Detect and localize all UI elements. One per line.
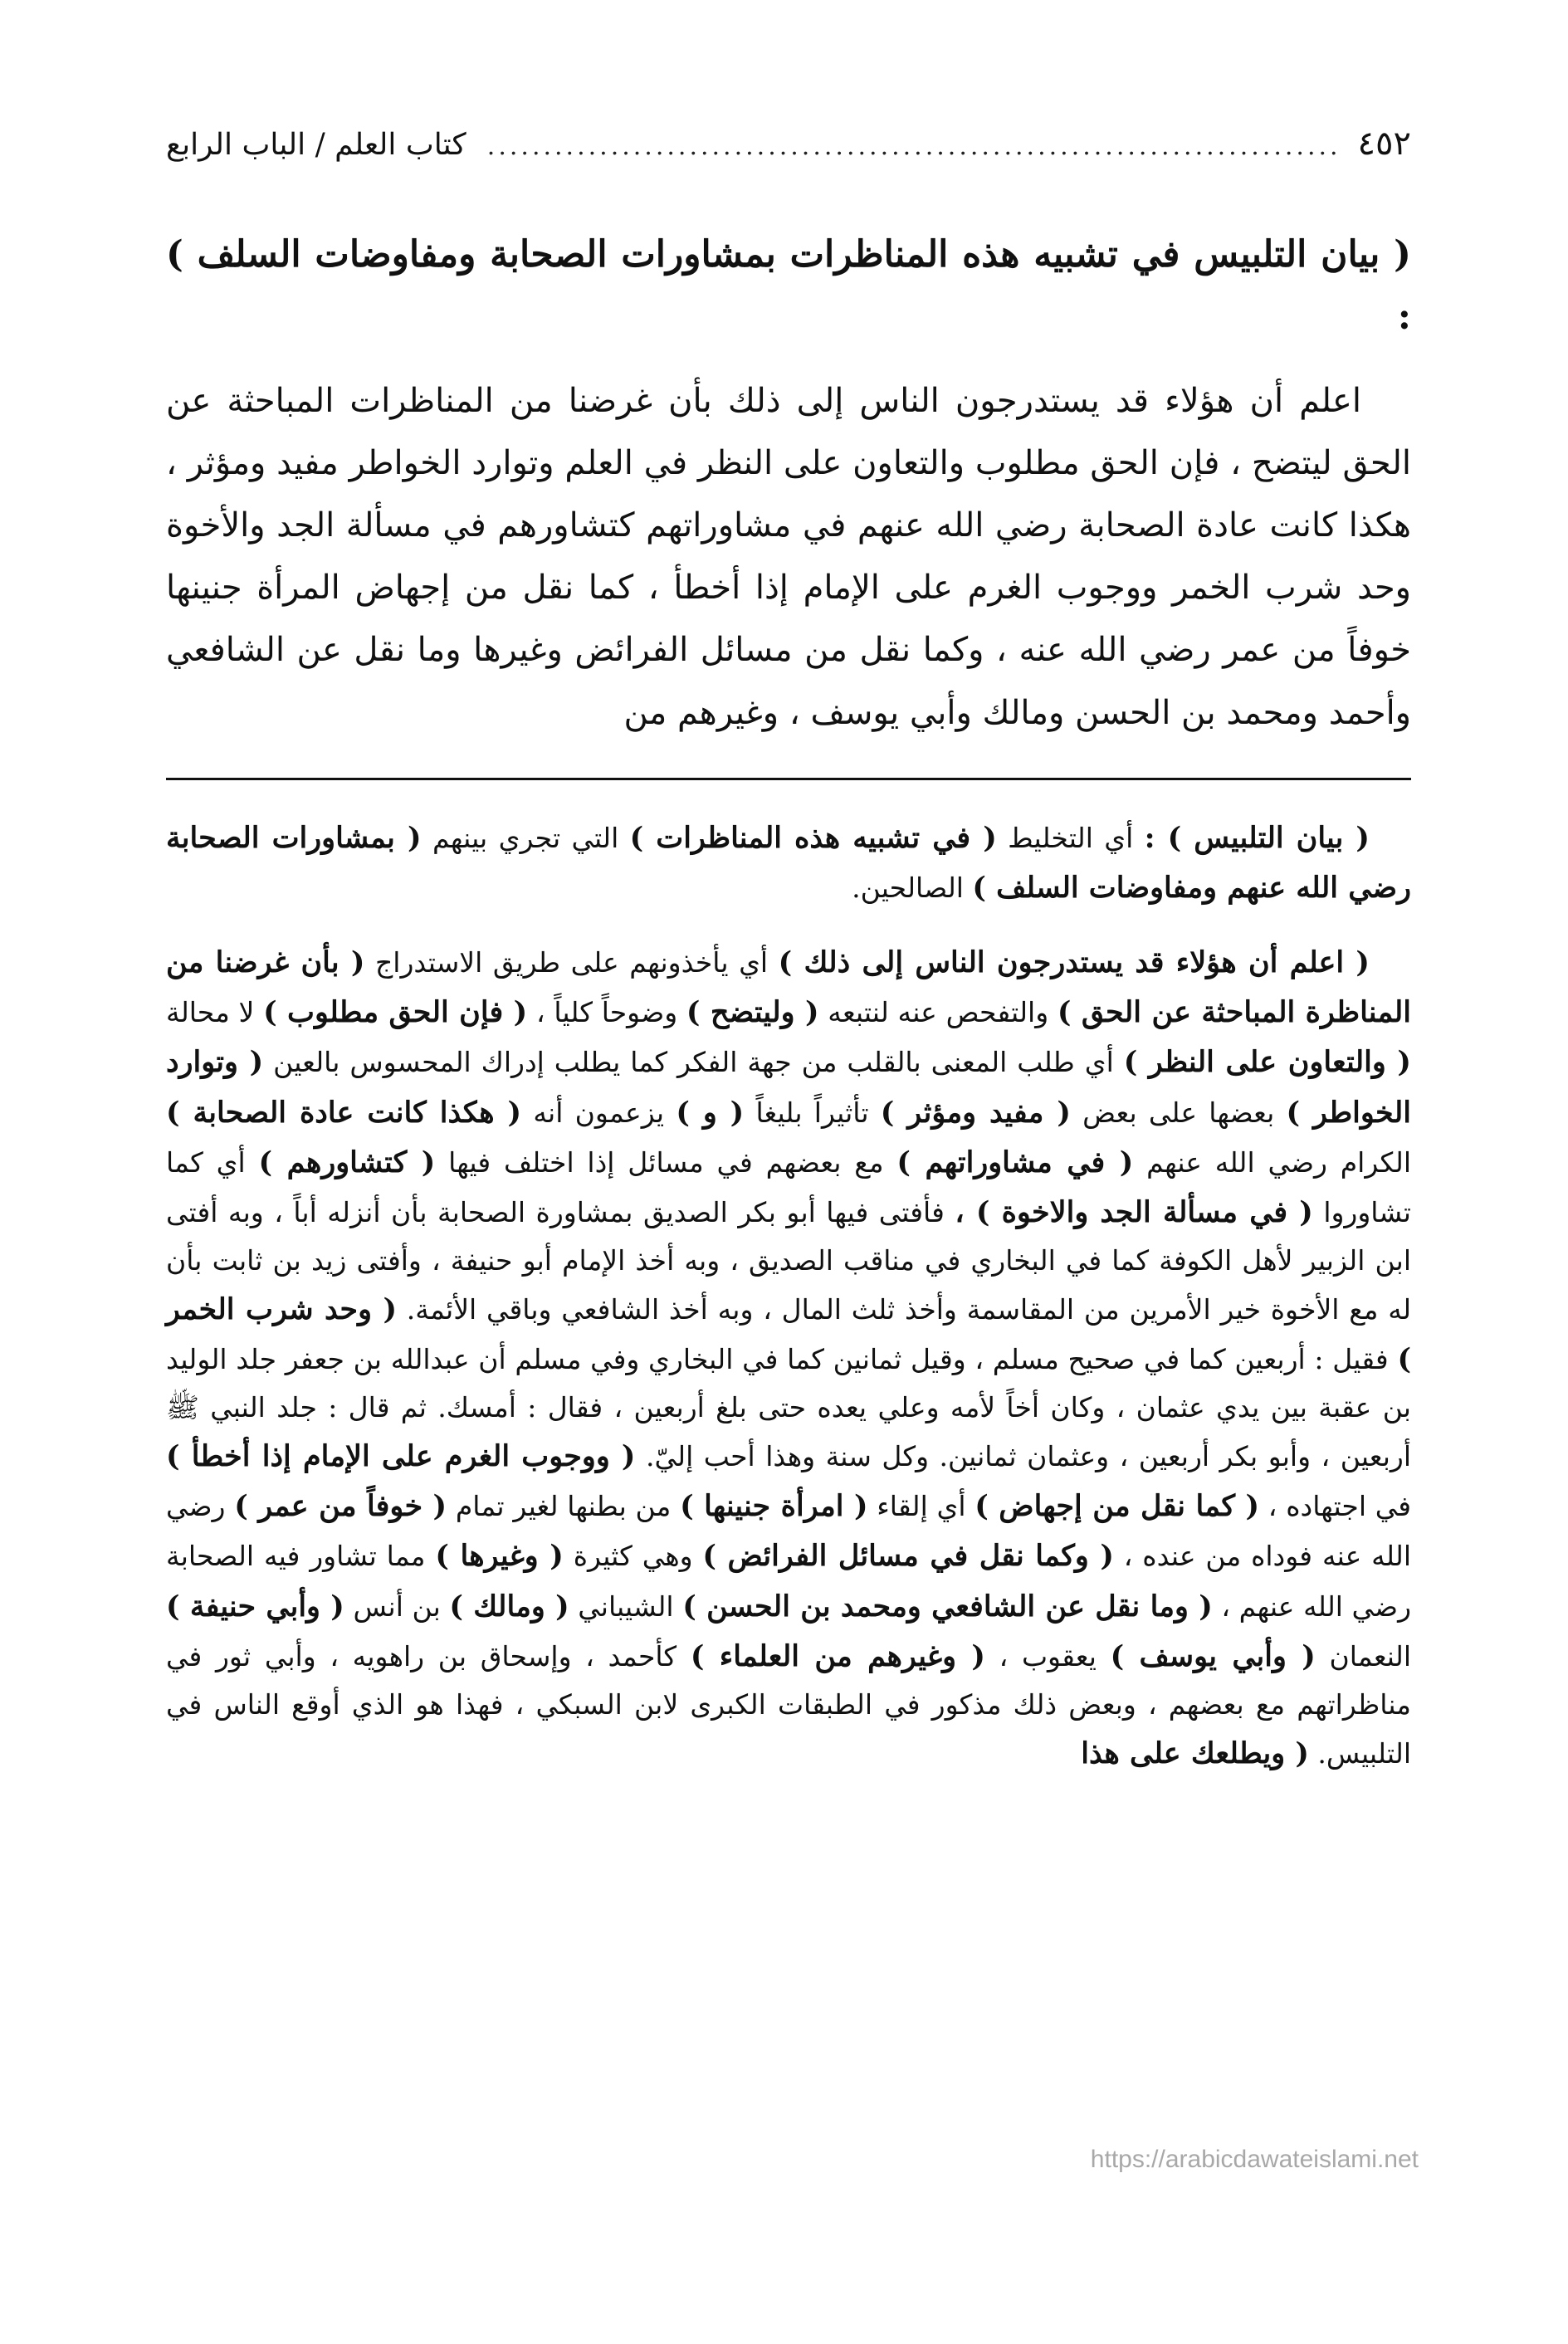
commentary-gloss: أي إلقاء: [867, 1490, 975, 1523]
commentary-lemma: ( وغيرها ): [435, 1539, 564, 1574]
commentary-lemma: ( كما نقل من إجهاض ): [975, 1489, 1260, 1524]
watermark-url: https://arabicdawateislami.net: [1090, 2146, 1419, 2173]
commentary-gloss: بعضها على بعض: [1070, 1096, 1287, 1129]
commentary-gloss: من بطنها لغير تمام: [447, 1490, 681, 1523]
commentary-gloss: الشيباني: [569, 1590, 683, 1623]
commentary-lemma: ( بيان التلبيس ) :: [1144, 820, 1370, 855]
commentary-lemma: ( والتعاون على النظر ): [1123, 1045, 1411, 1080]
commentary-lemma: ( اعلم أن هؤلاء قد يستدرجون الناس إلى ذلك ): [778, 945, 1370, 980]
commentary-gloss: في اجتهاده ،: [1259, 1490, 1412, 1523]
section-heading: ( بيان التلبيس في تشبيه هذه المناظرات بمشاورات الصحابة ومفاوضات السلف ) :: [166, 233, 1411, 338]
commentary-lemma: ( و ): [676, 1095, 745, 1130]
commentary-gloss: أي طلب المعنى بالقلب من جهة الفكر كما يطلب إدراك المحسوس بالعين: [263, 1046, 1124, 1079]
commentary-lemma: ( في تشبيه هذه المناظرات ): [629, 820, 997, 855]
commentary-lemma: ( هكذا كانت عادة الصحابة ): [166, 1095, 522, 1130]
commentary-lemma: ( ويطلعك على هذا: [1081, 1736, 1309, 1770]
commentary-lemma: ( في مشاوراتهم ): [896, 1145, 1134, 1179]
commentary-gloss: أي يأخذونهم على طريق الاستدراج: [364, 946, 779, 979]
commentary-gloss: رضي الله عنه فوداه من عنده ،: [166, 1490, 1412, 1573]
commentary-gloss: لا محالة: [166, 996, 264, 1029]
commentary-gloss: تأثيراً بليغاً: [744, 1096, 881, 1129]
commentary-gloss: الكرام رضي الله عنهم: [1133, 1145, 1412, 1179]
commentary-lemma: ( وكما نقل في مسائل الفرائض ): [702, 1539, 1114, 1574]
commentary-gloss: بن أنس: [344, 1590, 450, 1623]
commentary-lemma: ( كتشاورهم ): [258, 1145, 436, 1179]
commentary-lemma: ( مفيد ومؤثر ): [880, 1095, 1071, 1130]
commentary-lemma: ( وأبي يوسف ): [1110, 1638, 1316, 1673]
commentary-lemma: ( فإن الحق مطلوب ): [263, 995, 528, 1030]
running-header: [166, 125, 1411, 183]
commentary-lemma: ( بمشاورات الصحابة رضي الله عنهم ومفاوضات السلف ): [166, 820, 1411, 905]
commentary-lemma: ( وحد شرب الخمر ): [166, 1292, 1411, 1377]
commentary-lemma: ( وغيرهم من العلماء ): [690, 1638, 985, 1673]
commentary-lemma: ( امرأة جنينها ): [680, 1489, 868, 1524]
commentary-lemma: ( وليتضح ): [686, 995, 819, 1030]
commentary-lemma: ( في مسألة الجد والاخوة ) ،: [955, 1195, 1313, 1230]
running-title: كتاب العلم / الباب الرابع: [166, 128, 466, 162]
commentary-lemma: ( وتوارد الخواطر ): [166, 1045, 1411, 1130]
commentary-gloss: يزعمون أنه: [521, 1096, 677, 1129]
commentary-lemma: ( وأبي حنيفة ): [166, 1589, 344, 1624]
commentary-gloss: أي كما تشاوروا: [166, 1145, 1411, 1229]
commentary-lemma: ( ووجوب الغرم على الإمام إذا أخطأ ): [166, 1439, 636, 1474]
dot-leader: [483, 132, 1341, 161]
commentary-lemma: ( وما نقل عن الشافعي ومحمد بن الحسن ): [682, 1589, 1213, 1624]
commentary-section: [166, 813, 1411, 1779]
commentary-gloss: كأحمد ، وإسحاق بن راهويه ، وأبي ثور في مناظراتهم مع بعضهم ، وبعض ذلك مذكور في الطبقات الكبرى لابن السبكي ، فهذا هو الذي أوقع الناس في التلبيس.: [166, 1639, 1411, 1770]
commentary-lemma: ( خوفاً من عمر ): [234, 1489, 447, 1524]
page-number: ٤٥٢: [1357, 125, 1411, 163]
footnote-divider: [166, 778, 1411, 780]
commentary-gloss: النعمان: [1315, 1639, 1411, 1673]
commentary-paragraph: [166, 813, 1411, 913]
commentary-gloss: فقيل : أربعين كما في صحيح مسلم ، وقيل ثمانين كما في البخاري وفي مسلم أن عبدالله بن جعفر جلد الوليد بن عقبة بين يدي عثمان ، وكان أخاً لأمه وعلي يعده حتى بلغ أربعين ، فقال : أمسك. ثم قال : جلد النبي ﷺ أربعين ، وأبو بكر أربعين ، وعثمان ثمانين. وكل سنة وهذا أحب إليّ.: [166, 1343, 1411, 1473]
commentary-gloss: فأفتى فيها أبو بكر الصديق بمشاورة الصحابة بأن أنزله أباً ، وبه أفتى ابن الزبير لأهل الكوفة كما في البخاري في مناقب الصديق ، وبه أخذ الإمام أبو حنيفة ، وأفتى زيد بن ثابت بأن له مع الأخوة خير الأمرين من المقاسمة وأخذ ثلث المال ، وبه أخذ الشافعي وباقي الأئمة.: [166, 1196, 1412, 1326]
commentary-gloss: يعقوب ،: [984, 1639, 1111, 1673]
commentary-lemma: ( ومالك ): [449, 1589, 569, 1624]
commentary-gloss: والتفحص عنه لنتبعه: [818, 996, 1058, 1029]
commentary-gloss: مما تشاور فيه الصحابة رضي الله عنهم ،: [166, 1540, 1412, 1623]
commentary-gloss: مع بعضهم في مسائل إذا اختلف فيها: [435, 1145, 897, 1179]
commentary-gloss: التي تجري بينهم: [421, 821, 630, 854]
main-text-paragraph: اعلم أن هؤلاء قد يستدرجون الناس إلى ذلك بأن غرضنا من المناظرات المباحثة عن الحق ليتضح ، فإن الحق مطلوب والتعاون على النظر في العلم وتوارد الخواطر مفيد ومؤثر ، هكذا كانت عادة الصحابة رضي الله عنهم في مشاوراتهم كتشاورهم في مسألة الجد والأخوة وحد شرب الخمر ووجوب الغرم على الإمام إذا أخطأ ، كما نقل من إجهاض المرأة جنينها خوفاً من عمر رضي الله عنه ، وكما نقل من مسائل الفرائض وغيرها وما نقل عن الشافعي وأحمد ومحمد بن الحسن ومالك وأبي يوسف ، وغيرهم من: [166, 381, 1411, 732]
commentary-gloss: وهي كثيرة: [563, 1540, 703, 1573]
commentary-lemma: ( بأن غرضنا من المناظرة المباحثة عن الحق ): [166, 945, 1411, 1030]
book-page: [166, 125, 1411, 1804]
commentary-gloss: الصالحين.: [852, 871, 973, 904]
commentary-gloss: وضوحاً كلياً ،: [527, 996, 686, 1029]
commentary-gloss: أي التخليط: [996, 821, 1145, 854]
commentary-paragraph: [166, 938, 1411, 1779]
